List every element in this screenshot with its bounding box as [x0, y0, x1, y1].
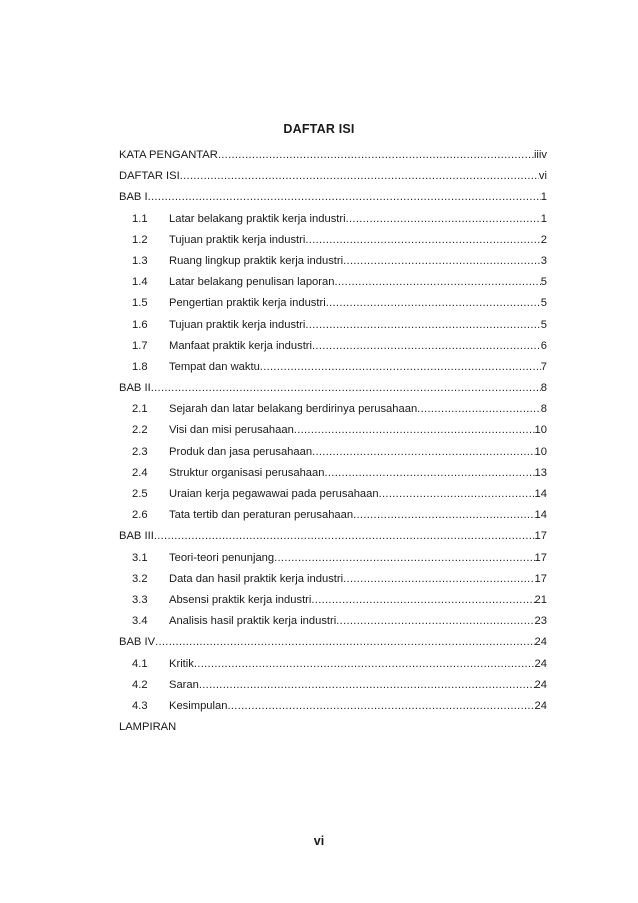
- toc-entry-label: Data dan hasil praktik kerja industri: [169, 572, 344, 585]
- leader-dots: [155, 632, 534, 653]
- toc-entry-number: 1.4: [132, 276, 148, 289]
- toc-entry-page: 3: [540, 254, 547, 267]
- leader-dots: [379, 484, 535, 505]
- toc-entry-page: 1: [540, 212, 547, 225]
- toc-entry-number: 1.7: [132, 339, 148, 352]
- toc-entry: [119, 569, 547, 590]
- toc-entry-page: 24: [534, 678, 547, 691]
- page-title: DAFTAR ISI: [283, 122, 355, 136]
- toc-entry-page: 17: [534, 530, 547, 543]
- leader-dots: [336, 611, 534, 632]
- toc-entry-label: Tempat dan waktu: [169, 360, 260, 373]
- toc-entry-label: Tata tertib dan peraturan perusahaan: [169, 509, 354, 522]
- leader-dots: [199, 675, 535, 696]
- toc-entry-label: Latar belakang penulisan laporan: [169, 276, 335, 289]
- toc-entry: [119, 675, 547, 696]
- toc-entry-page: 14: [534, 509, 547, 522]
- toc-entry: [119, 399, 547, 420]
- toc-entry-label: Produk dan jasa perusahaan: [169, 445, 313, 458]
- toc-entry-label: Saran: [169, 678, 199, 691]
- toc-entry-label: BAB I: [119, 191, 148, 204]
- leader-dots: [324, 463, 534, 484]
- toc-entry-page: 6: [540, 339, 547, 352]
- toc-entry-lampiran: LAMPIRAN: [119, 721, 177, 734]
- toc-entry-page: 10: [534, 424, 547, 437]
- toc-entry-label: Ruang lingkup praktik kerja industri: [169, 254, 344, 267]
- leader-dots: [312, 336, 541, 357]
- toc-entry-label: Teori-teori penunjang: [169, 551, 275, 564]
- toc-entry: [119, 420, 547, 441]
- toc-entry-page: iiiv: [533, 149, 547, 161]
- leader-dots: [294, 420, 535, 441]
- toc-entry-page: 7: [540, 360, 547, 373]
- toc-entry-label: Kritik: [169, 657, 194, 670]
- leader-dots: [151, 378, 541, 399]
- toc-entry-label: Absensi praktik kerja industri: [169, 593, 312, 606]
- leader-dots: [343, 251, 541, 272]
- toc-entry: [119, 463, 547, 484]
- toc-entry-page: 17: [534, 572, 547, 585]
- leader-dots: [227, 696, 534, 717]
- toc-entry-label: Latar belakang praktik kerja industri: [169, 212, 346, 225]
- toc-entry-number: 2.2: [132, 424, 148, 437]
- toc-entry: [119, 696, 547, 717]
- leader-dots: [353, 505, 534, 526]
- toc-entry: [119, 272, 547, 293]
- toc-entry-label: BAB IV: [119, 636, 156, 649]
- toc-entry-label: Visi dan misi perusahaan: [169, 424, 294, 437]
- toc-entry-number: 4.3: [132, 699, 148, 712]
- toc-entry-number: 2.5: [132, 488, 148, 500]
- toc-entry-page: 8: [540, 382, 547, 395]
- leader-dots: [260, 357, 541, 378]
- leader-dots: [334, 272, 540, 293]
- toc-entry-page: 24: [534, 657, 547, 670]
- toc-entry-page: 13: [534, 466, 547, 479]
- toc-entry-number: 3.3: [132, 593, 148, 606]
- toc-entry-number: 2.3: [132, 445, 148, 458]
- leader-dots: [305, 315, 540, 336]
- toc-entry: [119, 632, 547, 653]
- toc-entry: [119, 293, 547, 314]
- toc-entry-page: 24: [534, 699, 547, 712]
- toc-entry: [119, 590, 547, 611]
- toc-entry-page: 2: [540, 233, 547, 246]
- leader-dots: [417, 399, 541, 420]
- toc-entry: [119, 526, 547, 547]
- leader-dots: [218, 145, 534, 166]
- leader-dots: [194, 654, 535, 675]
- toc-entry-page: vi: [538, 170, 547, 183]
- toc-entry-number: 1.8: [132, 360, 148, 373]
- toc-entry-number: 1.5: [132, 297, 148, 310]
- toc-entry-label: Kesimpulan: [169, 699, 228, 712]
- toc-entry-page: 8: [540, 403, 547, 416]
- toc-entry-number: 1.1: [132, 212, 148, 225]
- leader-dots: [312, 442, 534, 463]
- toc-entry: [119, 336, 547, 357]
- toc-entry-page: 5: [540, 276, 547, 289]
- toc-entry: [119, 315, 547, 336]
- toc-entry-page: 1: [540, 191, 547, 204]
- leader-dots: [305, 230, 540, 251]
- toc-entry-number: 1.6: [132, 318, 148, 331]
- toc-entry-label: BAB II: [119, 382, 151, 395]
- toc-entry: [119, 611, 547, 632]
- toc-entry: [119, 187, 547, 208]
- page-number: vi: [313, 834, 325, 848]
- toc-entry-label: Struktur organisasi perusahaan: [169, 466, 325, 479]
- toc-entry-label: Manfaat praktik kerja industri: [169, 339, 313, 352]
- leader-dots: [154, 526, 535, 547]
- toc-entry: [119, 145, 547, 166]
- leader-dots: [346, 209, 541, 230]
- toc-entry-number: 4.1: [132, 657, 148, 670]
- leader-dots: [148, 187, 541, 208]
- leader-dots: [274, 548, 534, 569]
- toc-entry-page: 24: [534, 636, 547, 649]
- toc-entry: [119, 378, 547, 399]
- toc-entry-number: 2.6: [132, 509, 148, 522]
- toc-entry-page: 10: [534, 445, 547, 458]
- toc-entry-number: 3.2: [132, 572, 148, 585]
- toc-entry-number: 3.4: [132, 615, 148, 628]
- toc-entry-label: Analisis hasil praktik kerja industri: [169, 615, 337, 628]
- toc-entry-label: KATA PENGANTAR: [119, 149, 218, 161]
- toc-entry-number: 3.1: [132, 551, 148, 564]
- toc-entry: [119, 209, 547, 230]
- toc-entry-label: Pengertian praktik kerja industri: [169, 297, 326, 310]
- toc-entry: [119, 548, 547, 569]
- leader-dots: [180, 166, 539, 187]
- toc-entry: [119, 484, 547, 505]
- toc-entry: [119, 230, 547, 251]
- toc-entry-label: DAFTAR ISI: [119, 170, 180, 183]
- toc-entry: [119, 251, 547, 272]
- table-of-contents: [119, 145, 547, 738]
- toc-entry-number: 2.1: [132, 403, 148, 416]
- toc-entry-page: 21: [534, 593, 547, 606]
- toc-entry-page: 17: [534, 551, 547, 564]
- leader-dots: [311, 590, 534, 611]
- toc-entry-number: 1.3: [132, 254, 148, 267]
- toc-entry: [119, 166, 547, 187]
- toc-entry-page: 14: [534, 488, 547, 500]
- toc-entry-page: 5: [540, 318, 547, 331]
- toc-entry-page: 5: [540, 297, 547, 310]
- toc-entry-label: Tujuan praktik kerja industri: [169, 233, 306, 246]
- toc-entry: [119, 357, 547, 378]
- toc-entry-label: Tujuan praktik kerja industri: [169, 318, 306, 331]
- toc-entry-label: Sejarah dan latar belakang berdirinya perusahaan: [169, 403, 418, 416]
- toc-entry-number: 1.2: [132, 233, 148, 246]
- toc-entry-number: 4.2: [132, 678, 148, 691]
- leader-dots: [343, 569, 534, 590]
- toc-entry-label: BAB III: [119, 530, 154, 543]
- toc-entry: [119, 654, 547, 675]
- toc-entry-label: Uraian kerja pegawawai pada perusahaan: [169, 488, 379, 500]
- toc-entry: [119, 442, 547, 463]
- toc-entry: [119, 505, 547, 526]
- toc-entry-page: 23: [534, 615, 547, 628]
- toc-entry-number: 2.4: [132, 466, 148, 479]
- leader-dots: [326, 293, 541, 314]
